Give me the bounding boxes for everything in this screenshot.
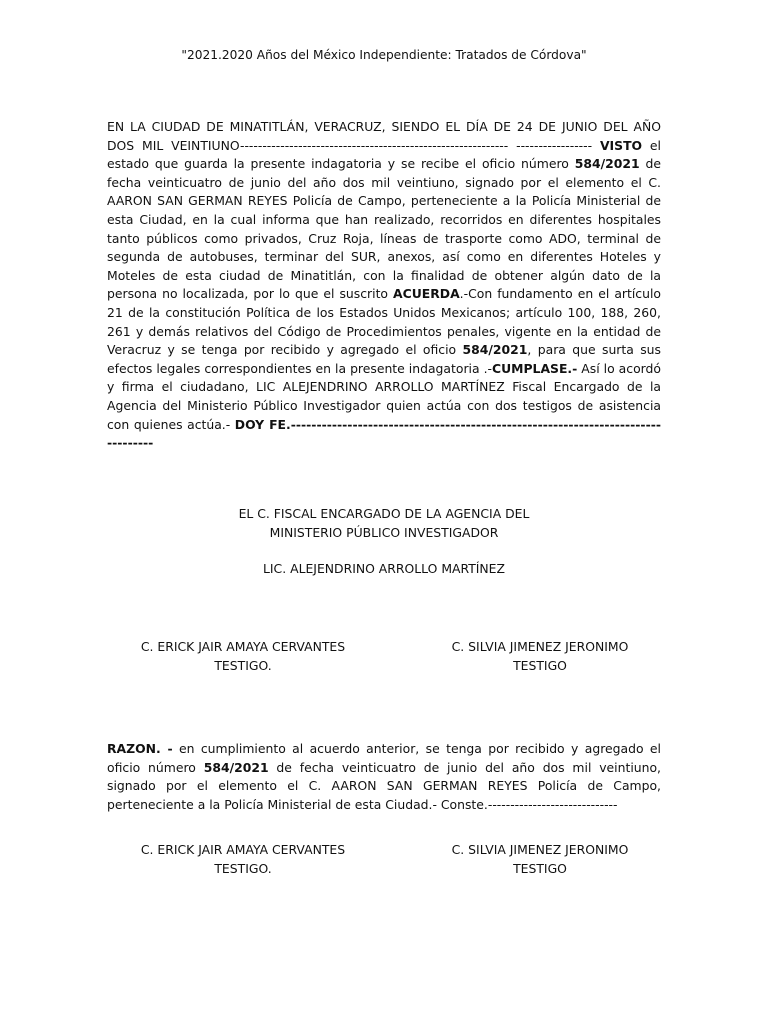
razon-label: RAZON. - xyxy=(107,741,173,756)
witness-signature-left-1 xyxy=(130,638,356,675)
razon-text-1: en cumplimiento al acuerdo anterior, se tenga por recibido y agregado el oficio número xyxy=(107,741,661,775)
acuerdo-text-5: , para que surta sus efectos legales correspondientes en la presente indagatoria .- xyxy=(107,342,661,376)
fiscal-name: LIC. ALEJENDRINO ARROLLO MARTÍNEZ xyxy=(263,561,505,576)
acuerdo-text-3: de fecha veinticuatro de junio del año dos mil veintiuno, signado por el elemento el C. AARON SAN GERMAN REYES Policía de Campo, perteneciente a la Policía Ministerial de esta Ciudad, en la cual informa que han realizado, recorridos en diferentes hospitales tanto públicos como privados, Cruz Roja, líneas de trasporte como ADO, terminal de segunda de autobuses, terminar del SUR, anexos, así como en diferentes Hoteles y Moteles de esta ciudad de Minatitlán, con la finalidad de obtener algún dato de la persona no localizada, por lo que el suscrito xyxy=(107,156,661,302)
acuerdo-paragraph xyxy=(107,118,661,453)
header-motto: "2021.2020 Años del México Independiente: Tratados de Córdova" xyxy=(181,48,587,62)
razon-paragraph xyxy=(107,740,661,814)
doy-fe-label: DOY FE.- xyxy=(234,416,296,432)
acuerdo-text-2: el estado que guarda la presente indagatoria y se recibe el oficio número xyxy=(107,137,661,172)
fiscal-title-line-2: MINISTERIO PÚBLICO INVESTIGADOR xyxy=(269,524,499,540)
fiscal-title-block xyxy=(0,505,768,542)
fiscal-title-line-1: EL C. FISCAL ENCARGADO DE LA AGENCIA DEL xyxy=(238,506,530,521)
witness-name: C. ERICK JAIR AMAYA CERVANTES xyxy=(140,639,346,654)
acuerdo-intro: EN LA CIUDAD DE MINATITLÁN, VERACRUZ, SIENDO EL DÍA DE 24 DE JUNIO DEL AÑO DOS MIL VEINTIUNO xyxy=(107,119,661,153)
witness-role: TESTIGO xyxy=(513,657,567,673)
witness-name: C. ERICK JAIR AMAYA CERVANTES xyxy=(140,842,346,857)
razon-text-2: de fecha veinticuatro de junio del año dos mil veintiuno, signado por el elemento el C. AARON SAN GERMAN REYES Policía de Campo, perteneciente a la Policía Ministerial de esta Ciudad.- Conste. xyxy=(107,759,661,812)
acuerdo-text-6: Así lo acordó y firma el ciudadano, LIC ALEJENDRINO ARROLLO MARTÍNEZ Fiscal Encargado de la Agencia del Ministerio Público Investigador quien actúa con dos testigos de asistencia con quienes actúa.- xyxy=(107,360,661,432)
witness-signature-left-2 xyxy=(130,841,356,878)
witness-name: C. SILVIA JIMENEZ JERONIMO xyxy=(451,842,629,857)
razon-oficio-number: 584/2021 xyxy=(203,759,269,775)
razon-dashes: ----------------------------- xyxy=(487,796,618,812)
witness-role: TESTIGO xyxy=(513,860,567,876)
witness-role: TESTIGO. xyxy=(214,657,272,673)
witness-signature-right-1 xyxy=(440,638,640,675)
witness-signature-right-2 xyxy=(440,841,640,878)
acuerdo-dashes-1: ------------------------------------------------------------ ----------------- xyxy=(239,137,593,153)
visto-label: VISTO xyxy=(599,137,643,153)
cumplase-label: CUMPLASE.- xyxy=(491,360,578,376)
acuerdo-text-4: .-Con fundamento en el artículo 21 de la constitución Política de los Estados Unidos Mexicanos; artículo 100, 188, 260, 261 y demás relativos del Código de Procedimientos penales, vigente en la entidad de Veracruz y se tenga por recibido y agregado el oficio xyxy=(107,286,662,358)
oficio-number-1: 584/2021 xyxy=(574,156,640,172)
oficio-number-2: 584/2021 xyxy=(462,342,528,358)
witness-name: C. SILVIA JIMENEZ JERONIMO xyxy=(451,639,629,654)
witness-role: TESTIGO. xyxy=(214,860,272,876)
acuerda-label: ACUERDA xyxy=(393,286,460,302)
acuerdo-dashes-2: -------------------------------------------------------------------------------- xyxy=(107,416,661,451)
